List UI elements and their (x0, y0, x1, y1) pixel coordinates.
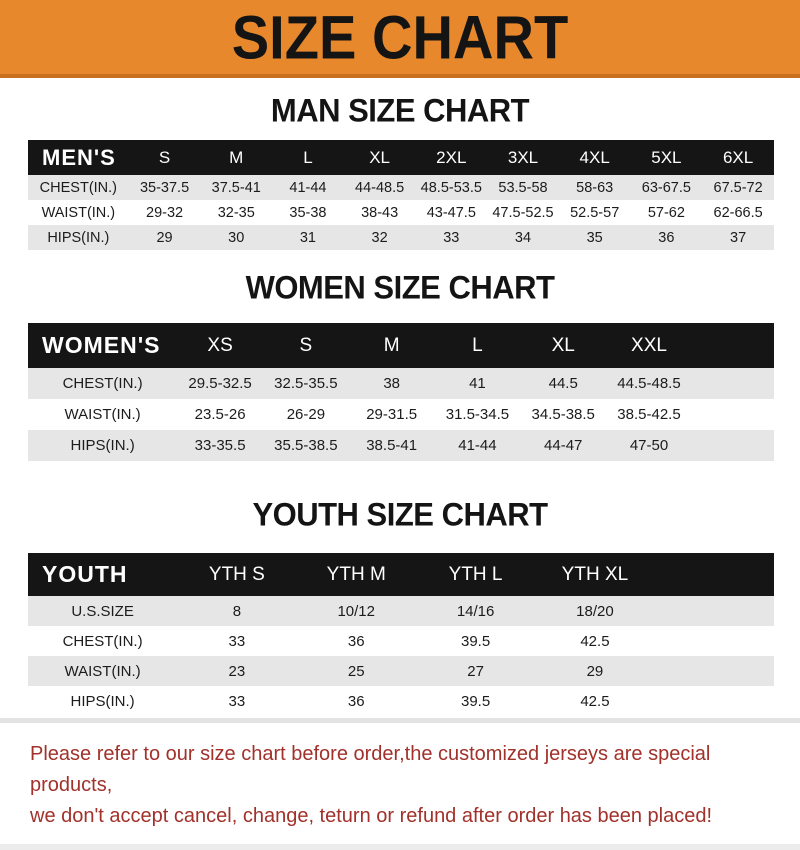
size-value-cell: 38.5-42.5 (617, 406, 681, 423)
men-hips-row (28, 225, 774, 250)
men-waist-row (28, 200, 774, 225)
women-header-row (28, 323, 774, 368)
size-column-header: S (263, 323, 349, 368)
filler-cell (655, 656, 774, 686)
size-column-header: XXL (606, 323, 692, 368)
size-value-cell: 36 (347, 692, 365, 710)
row-label: HIPS(IN.) (28, 430, 177, 461)
size-value-cell: 35 (559, 225, 631, 250)
size-value-cell: 44.5 (520, 368, 606, 399)
size-column-header: YTH S (177, 553, 296, 596)
disclaimer-line-1: Please refer to our size chart before order,the customized jerseys are special products, (30, 743, 711, 796)
row-label: HIPS(IN.) (70, 692, 135, 710)
men-size-table (28, 140, 774, 250)
filler-cell (692, 430, 774, 461)
size-column-header: M (200, 140, 272, 175)
filler-cell (692, 368, 774, 399)
size-column-header: XS (177, 323, 263, 368)
size-value-cell: 63-67.5 (631, 175, 703, 200)
size-column-header: 3XL (487, 140, 559, 175)
youth-chest-row (28, 626, 774, 656)
size-value-cell: 29-32 (146, 204, 184, 221)
youth-corner-label: YOUTH (28, 553, 177, 596)
women-hips-row (28, 430, 774, 461)
size-value-cell: 29 (129, 225, 201, 250)
size-value-cell: 35.5-38.5 (263, 430, 349, 461)
size-value-cell: 29-31.5 (366, 406, 418, 423)
size-value-cell: 33-35.5 (177, 430, 263, 461)
size-value-cell: 32.5-35.5 (263, 368, 349, 399)
women-chest-row (28, 368, 774, 399)
filler-cell (692, 399, 774, 430)
row-label: HIPS(IN.) (28, 225, 129, 250)
size-value-cell: 8 (177, 596, 296, 626)
women-waist-row (28, 399, 774, 430)
size-value-cell: 38 (349, 368, 435, 399)
size-column-header: L (435, 323, 521, 368)
row-label: U.S.SIZE (28, 596, 177, 626)
size-column-header: 2XL (415, 140, 487, 175)
size-column-header: YTH M (297, 553, 416, 596)
size-value-cell: 53.5-58 (487, 175, 559, 200)
size-value-cell: 57-62 (647, 204, 685, 221)
men-corner-label: MEN'S (28, 140, 129, 175)
size-value-cell: 30 (200, 225, 272, 250)
size-column-header: L (272, 140, 344, 175)
size-value-cell: 38.5-41 (349, 430, 435, 461)
size-value-cell: 67.5-72 (702, 175, 774, 200)
size-value-cell: 31 (272, 225, 344, 250)
size-value-cell: 34 (487, 225, 559, 250)
filler-cell (655, 596, 774, 626)
size-value-cell: 26-29 (286, 406, 326, 423)
size-value-cell: 35-37.5 (129, 175, 201, 200)
size-value-cell: 25 (297, 656, 416, 686)
size-value-cell: 35-38 (289, 204, 327, 221)
size-value-cell: 42.5 (580, 692, 610, 710)
size-value-cell: 47.5-52.5 (492, 204, 554, 221)
row-label: CHEST(IN.) (28, 368, 177, 399)
row-label: CHEST(IN.) (62, 632, 143, 650)
banner-title: SIZE CHART (231, 2, 569, 72)
filler-cell (655, 686, 774, 716)
size-value-cell: 27 (416, 656, 535, 686)
men-section-heading: MAN SIZE CHART (270, 91, 530, 130)
size-value-cell: 38-43 (361, 204, 399, 221)
size-column-header: 6XL (702, 140, 774, 175)
size-value-cell: 34.5-38.5 (531, 406, 595, 423)
youth-section (0, 497, 800, 723)
men-chest-row (28, 175, 774, 200)
size-value-cell: 48.5-53.5 (415, 175, 487, 200)
size-column-header: S (129, 140, 201, 175)
size-value-cell: 14/16 (416, 596, 535, 626)
size-value-cell: 41 (435, 368, 521, 399)
size-value-cell: 36 (631, 225, 703, 250)
size-value-cell: 44-48.5 (344, 175, 416, 200)
size-value-cell: 47-50 (606, 430, 692, 461)
disclaimer-line-2: we don't accept cancel, change, teturn or refund after order has been placed! (30, 805, 713, 827)
size-column-header: XL (344, 140, 416, 175)
row-label: WAIST(IN.) (64, 406, 141, 423)
size-value-cell: 37.5-41 (200, 175, 272, 200)
size-value-cell: 31.5-34.5 (445, 406, 510, 423)
size-value-cell: 18/20 (535, 596, 654, 626)
size-value-cell: 33 (228, 692, 246, 710)
size-value-cell: 33 (415, 225, 487, 250)
size-column-header: YTH XL (535, 553, 654, 596)
women-section (0, 270, 800, 461)
women-size-table (28, 323, 774, 461)
size-column-header: YTH L (416, 553, 535, 596)
size-column-header: M (349, 323, 435, 368)
size-value-cell: 32 (344, 225, 416, 250)
size-value-cell: 23 (177, 656, 296, 686)
size-value-cell: 29 (535, 656, 654, 686)
size-column-header: XL (520, 323, 606, 368)
row-label: WAIST(IN.) (28, 656, 177, 686)
size-column-header: 4XL (559, 140, 631, 175)
size-value-cell: 44.5-48.5 (606, 368, 692, 399)
size-value-cell: 39.5 (460, 632, 491, 650)
youth-header-row (28, 553, 774, 596)
filler-cell (655, 626, 774, 656)
header-filler-cell (655, 553, 774, 596)
size-value-cell: 43-47.5 (426, 204, 476, 221)
size-chart-banner (0, 0, 800, 78)
youth-ussize-row (28, 596, 774, 626)
header-filler-cell (692, 323, 774, 368)
size-value-cell: 10/12 (297, 596, 416, 626)
size-value-cell: 41-44 (272, 175, 344, 200)
size-value-cell: 42.5 (580, 632, 610, 650)
youth-hips-row (28, 686, 774, 716)
size-value-cell: 41-44 (435, 430, 521, 461)
size-value-cell: 62-66.5 (713, 204, 763, 221)
women-corner-label: WOMEN'S (28, 323, 177, 368)
women-section-heading: WOMEN SIZE CHART (245, 268, 555, 307)
size-value-cell: 52.5-57 (570, 204, 620, 221)
size-value-cell: 23.5-26 (194, 406, 246, 423)
row-label: CHEST(IN.) (28, 175, 129, 200)
youth-waist-row (28, 656, 774, 686)
size-value-cell: 29.5-32.5 (177, 368, 263, 399)
size-value-cell: 32-35 (217, 204, 255, 221)
size-value-cell: 33 (228, 632, 246, 650)
size-column-header: 5XL (631, 140, 703, 175)
row-label: WAIST(IN.) (41, 204, 116, 221)
men-section (0, 93, 800, 250)
men-header-row (28, 140, 774, 175)
size-value-cell: 44-47 (520, 430, 606, 461)
size-value-cell: 37 (702, 225, 774, 250)
disclaimer-text (0, 723, 800, 832)
youth-size-table (28, 553, 774, 716)
size-value-cell: 58-63 (559, 175, 631, 200)
size-value-cell: 39.5 (460, 692, 491, 710)
bottom-strip (0, 844, 800, 850)
size-value-cell: 36 (347, 632, 365, 650)
youth-section-heading: YOUTH SIZE CHART (252, 495, 548, 534)
